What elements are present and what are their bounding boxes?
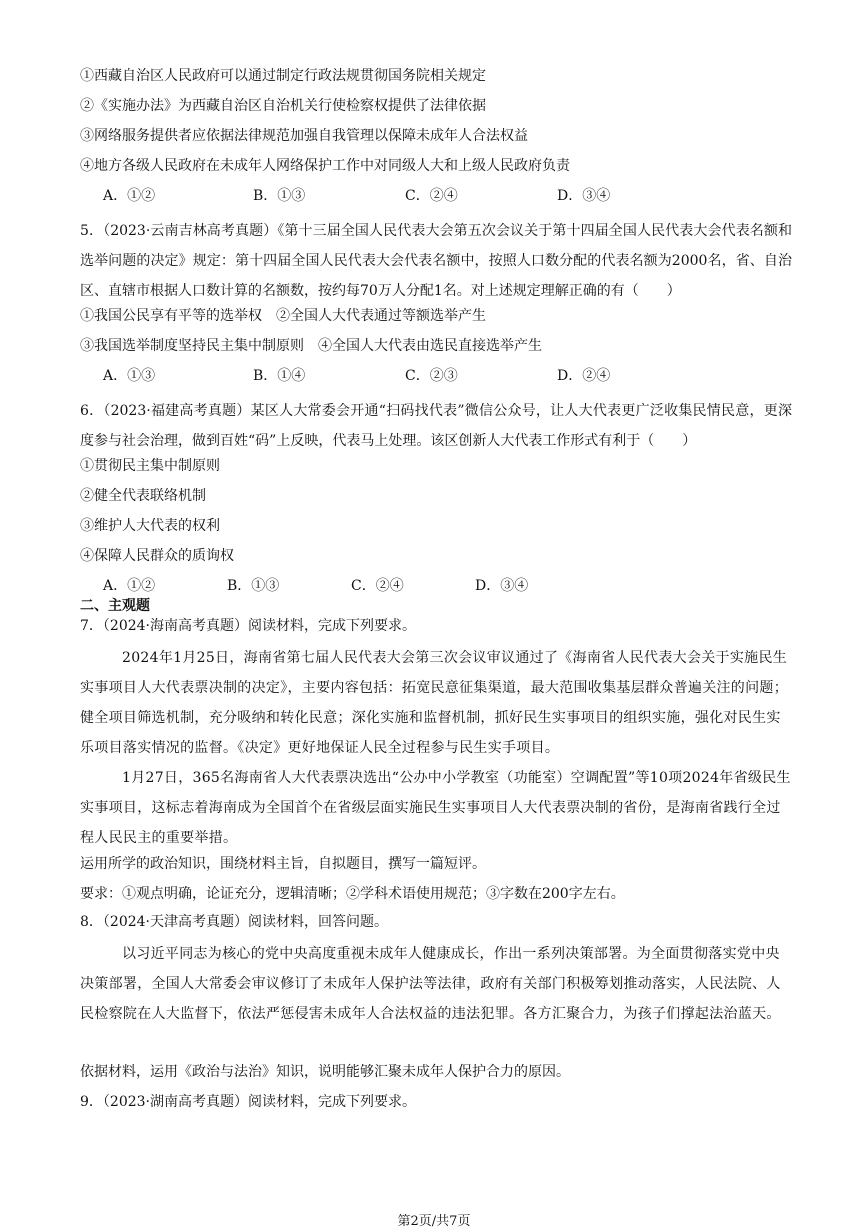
q4-statement-2: ②《实施办法》为西藏自治区自治机关行使检察权提供了法律依据 <box>80 98 486 114</box>
q8-task: 依据材料，运用《政治与法治》知识，说明能够汇聚未成年人保护合力的原因。 <box>80 1064 570 1080</box>
q7-stem: 7．（2024·海南高考真题）阅读材料，完成下列要求。 <box>80 618 416 634</box>
q5-stem: 5．（2023·云南吉林高考真题）《第十三届全国人民代表大会第五次会议关于第十四届全国人民代表大会代表名额和选举问题的决定》规定：第十四届全国人民代表大会代表名额中，按照人口数分配的代表名额为2000名，省、自治区、直辖市根据人口数计算的名额数，按约每70万人分配1名。对上述规定理解正确的有（ ） <box>80 223 792 299</box>
section-heading: 二、主观题 <box>80 598 150 614</box>
q6-statement-3: ③维护人大代表的权利 <box>80 518 220 534</box>
option-a: A．①② <box>103 188 156 204</box>
q7-requirements: 要求：①观点明确，论证充分，逻辑清晰；②学科术语使用规范；③字数在200字左右。 <box>80 886 625 902</box>
q5-statements-1-2: ①我国公民享有平等的选举权 ②全国人大代表通过等额选举产生 <box>80 308 486 324</box>
q7-material <box>80 643 792 853</box>
q4-options <box>103 186 610 206</box>
option-a: A．①③ <box>103 368 156 384</box>
q7-paragraph-1: 2024年1月25日，海南省第七届人民代表大会第三次会议审议通过了《海南省人民代表大会关于实施民生实事项目人大代表票决制的决定》，主要内容包括：拓宽民意征集渠道，最大范围收集基层群众普遍关注的问题；健全项目筛选机制，充分吸纳和转化民意；深化实施和监督机制，抓好民生实事项目的组织实施，强化对民生实乐项目落实情况的监督。《决定》更好地保证人民全过程参与民生实手项目。 <box>80 650 788 756</box>
option-b: B．①④ <box>253 368 306 384</box>
page-number: 第2页/共7页 <box>397 1214 471 1229</box>
option-c: C．②④ <box>351 578 404 594</box>
option-d: D．②④ <box>557 368 611 384</box>
q8-paragraph-1: 以习近平同志为核心的党中央高度重视未成年人健康成长，作出一系列决策部署。为全面贯彻落实党中央决策部署，全国人大常委会审议修订了未成年人保护法等法律，政府有关部门积极筹划推动落实，人民法院、人民检察院在人大监督下，依法严惩侵害未成年人合法权益的违法犯罪。各方汇聚合力，为孩子们撑起法治蓝天。 <box>80 946 781 1022</box>
q4-statement-1: ①西藏自治区人民政府可以通过制定行政法规贯彻国务院相关规定 <box>80 68 486 84</box>
q5-statements-3-4: ③我国选举制度坚持民主集中制原则 ④全国人大代表由选民直接选举产生 <box>80 338 542 354</box>
q7-paragraph-2: 1月27日，365名海南省人大代表票决选出“公办中小学教室（功能室）空调配置”等10项2024年省级民生实事项目，这标志着海南成为全国首个在省级层面实施民生实事项目人大代表票决制的省份，是海南省践行全过程人民民主的重要举措。 <box>80 770 791 846</box>
option-b: B．①③ <box>227 578 280 594</box>
q8-material <box>80 939 792 1029</box>
option-b: B．①③ <box>253 188 306 204</box>
q9-stem: 9．（2023·湖南高考真题）阅读材料，完成下列要求。 <box>80 1094 416 1110</box>
q6-statement-4: ④保障人民群众的质询权 <box>80 548 234 564</box>
option-c: C．②④ <box>405 188 458 204</box>
option-d: D．③④ <box>475 578 529 594</box>
option-c: C．②③ <box>405 368 458 384</box>
option-a: A．①② <box>103 578 156 594</box>
q4-statement-3: ③网络服务提供者应依据法律规范加强自我管理以保障未成年人合法权益 <box>80 128 528 144</box>
q7-task: 运用所学的政治知识，围绕材料主旨，自拟题目，撰写一篇短评。 <box>80 856 486 872</box>
q5-options <box>103 366 610 386</box>
q4-statement-4: ④地方各级人民政府在未成年人网络保护工作中对同级人大和上级人民政府负责 <box>80 158 570 174</box>
q6-stem: 6．（2023·福建高考真题）某区人大常委会开通“扫码找代表”微信公众号，让人大代表更广泛收集民情民意，更深度参与社会治理，做到百姓“码”上反映，代表马上处理。该区创新人大代表工作形式有利于（ ） <box>80 403 792 449</box>
q6-statement-1: ①贯彻民主集中制原则 <box>80 458 220 474</box>
q6-options <box>103 576 528 596</box>
q8-stem: 8．（2024·天津高考真题）阅读材料，回答问题。 <box>80 914 388 930</box>
option-d: D．③④ <box>557 188 611 204</box>
q6-statement-2: ②健全代表联络机制 <box>80 488 206 504</box>
